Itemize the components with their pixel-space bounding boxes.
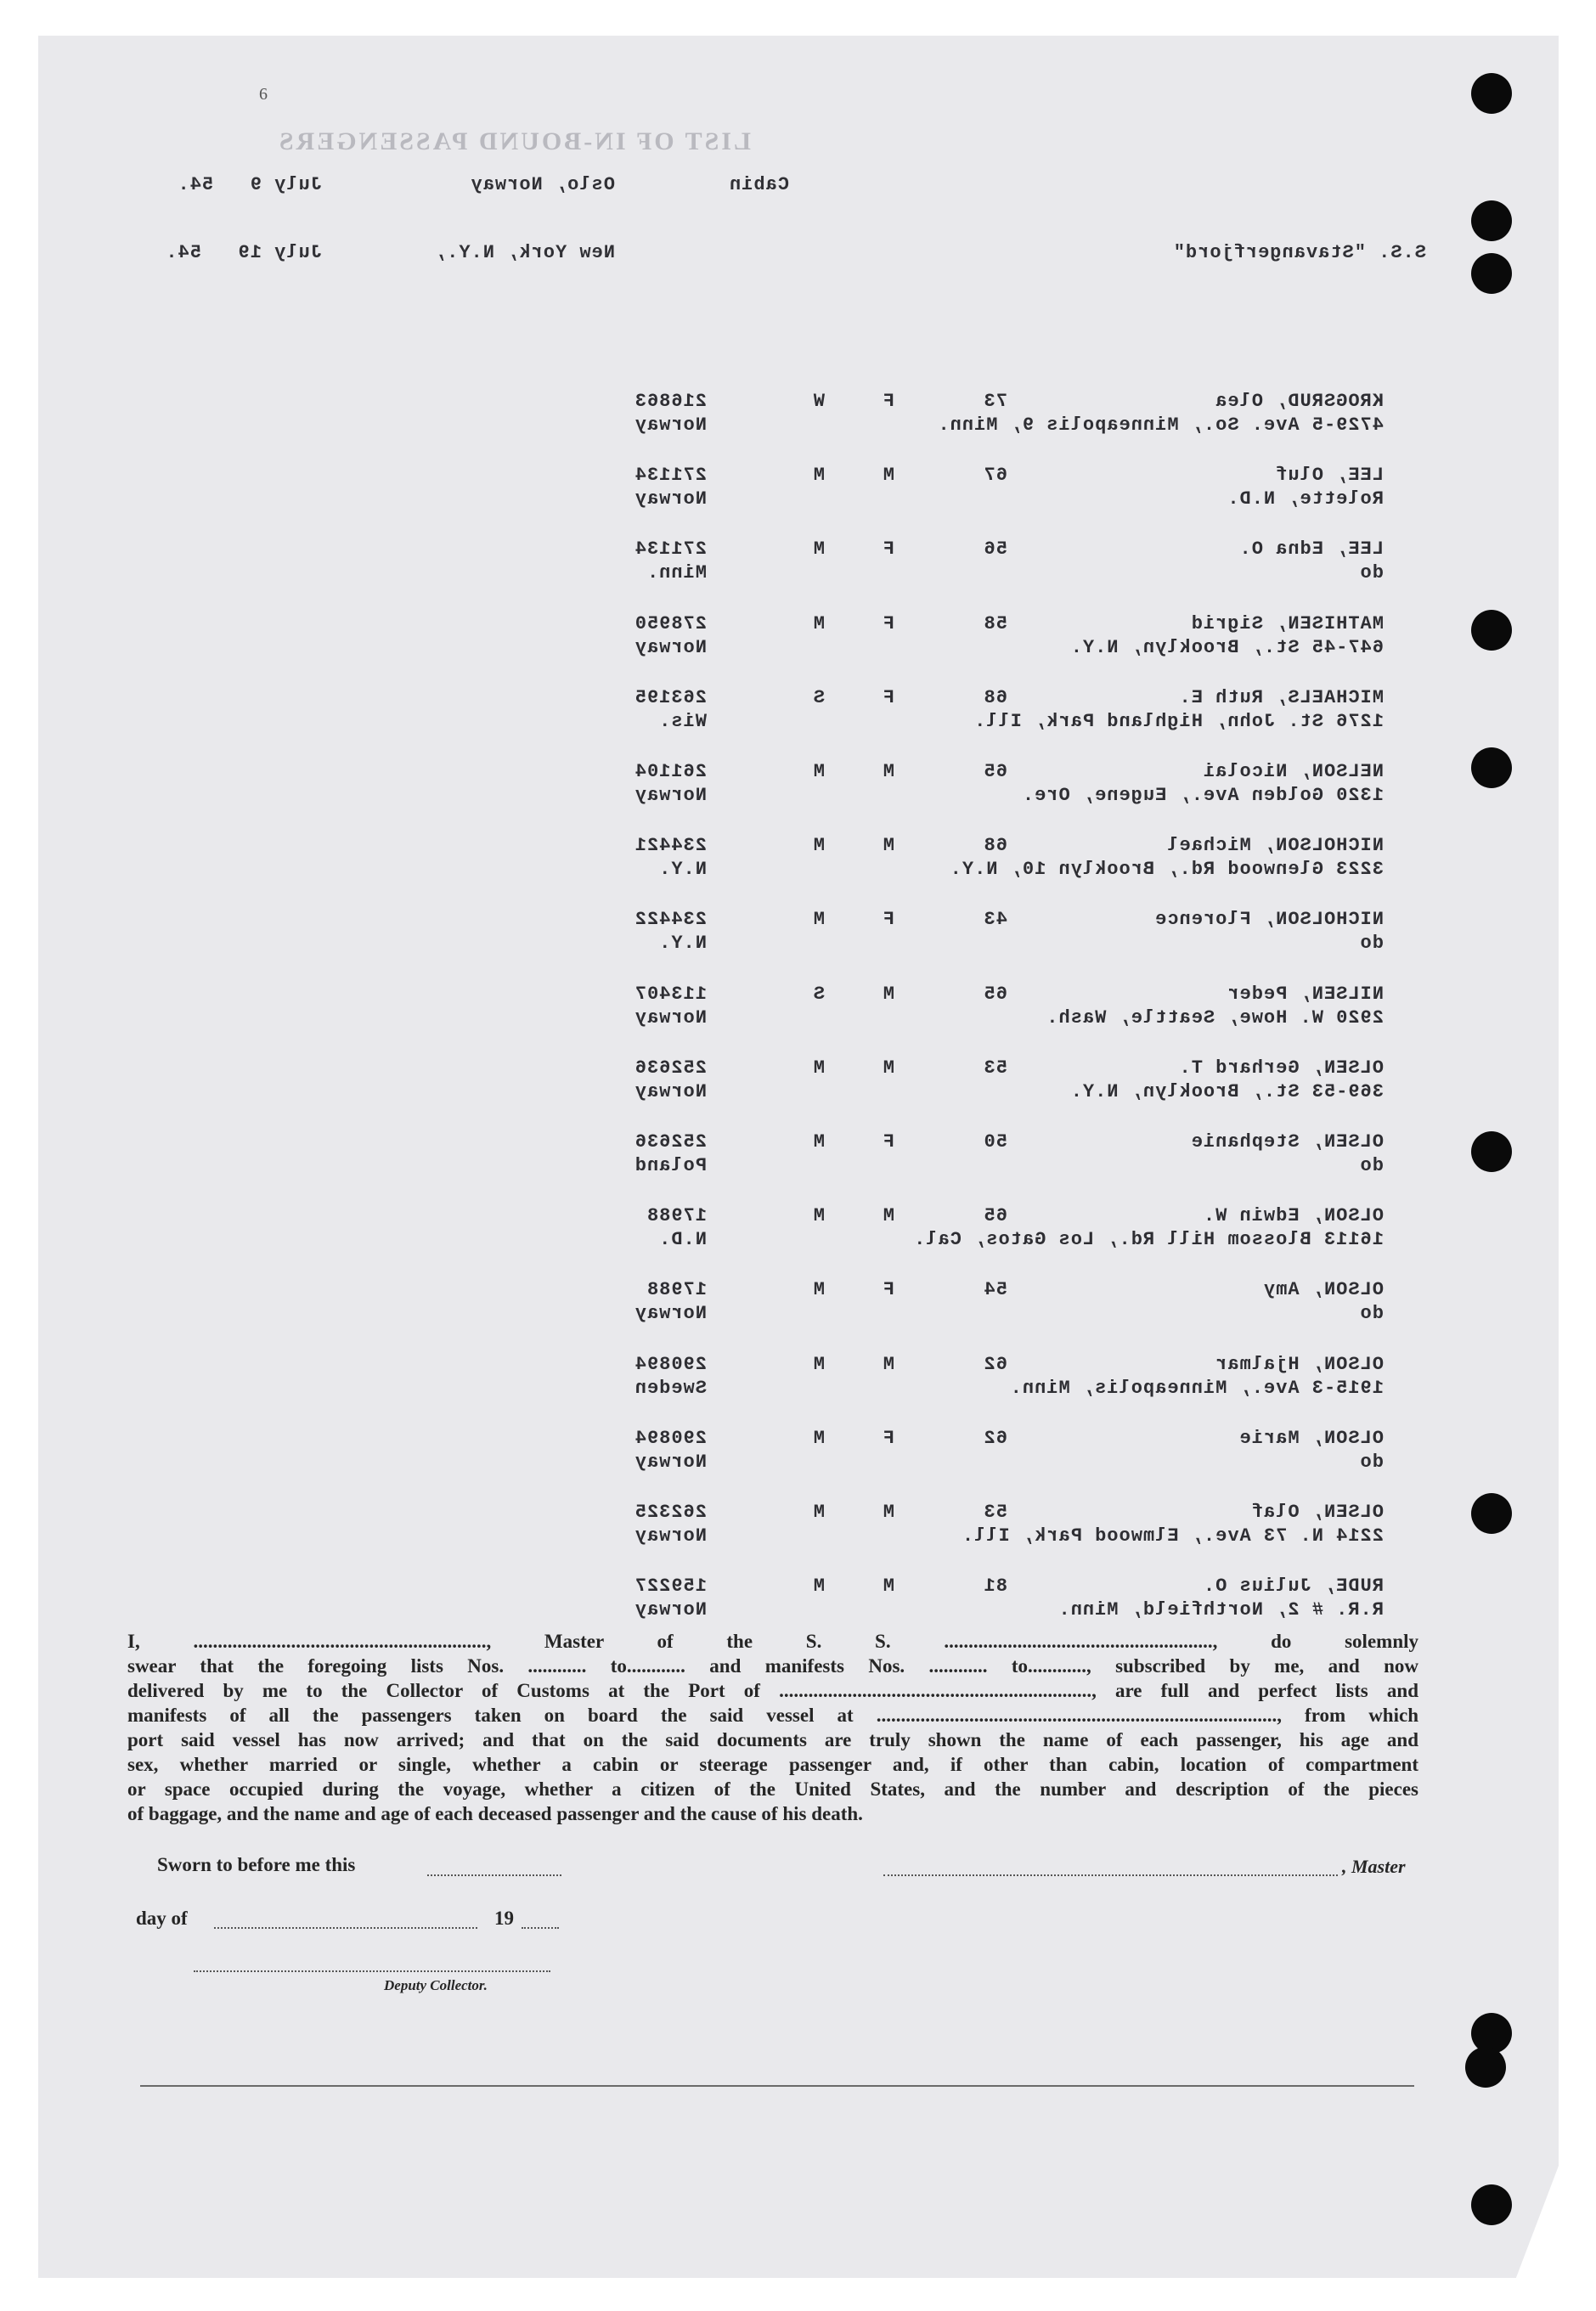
passenger-number: 271134 xyxy=(634,538,707,561)
passenger-age: 54 xyxy=(983,1279,1007,1301)
passenger-age: 65 xyxy=(983,1205,1007,1227)
passenger-number: 263195 xyxy=(634,686,707,708)
passenger-sex: M xyxy=(882,835,894,857)
year-label: 19 xyxy=(494,1908,514,1929)
passenger-name: OLSEN, Gerhard T. xyxy=(1178,1057,1384,1079)
page-number: 6 xyxy=(259,85,268,104)
header-date-arrival: July 19 54. xyxy=(165,242,322,263)
passenger-number: 290894 xyxy=(634,1427,707,1449)
passenger-country: Norway xyxy=(634,414,707,436)
passenger-number: 278950 xyxy=(634,612,707,634)
passenger-sex: F xyxy=(882,1131,894,1153)
passenger-country: Wis. xyxy=(658,710,707,732)
deputy-collector-label: Deputy Collector. xyxy=(384,1977,488,1993)
passenger-sex: M xyxy=(882,1353,894,1375)
passenger-country: Norway xyxy=(634,1525,707,1547)
year-line xyxy=(522,1927,559,1929)
passenger-country: Norway xyxy=(634,1080,707,1102)
passenger-sex: M xyxy=(882,465,894,487)
passenger-status: M xyxy=(812,1205,825,1227)
passenger-age: 65 xyxy=(983,983,1007,1005)
oath-line: of baggage, and the name and age of each deceased passenger and the cause of his death. xyxy=(127,1803,863,1824)
master-label: , Master xyxy=(1342,1856,1406,1877)
passenger-age: 81 xyxy=(983,1575,1007,1598)
passenger-age: 62 xyxy=(983,1427,1007,1449)
passenger-status: M xyxy=(812,465,825,487)
passenger-sex: F xyxy=(882,686,894,708)
passenger-age: 50 xyxy=(983,1131,1007,1153)
day-of-line xyxy=(214,1927,477,1929)
sworn-date-line xyxy=(427,1874,561,1876)
passenger-number: 216863 xyxy=(634,391,707,412)
passenger-sex: F xyxy=(882,1427,894,1449)
day-of-label: day of xyxy=(136,1908,188,1929)
passenger-name: KROGSRUD, Olea xyxy=(1215,391,1384,412)
passenger-address: 1276 St. John, Highland Park, Ill. xyxy=(973,710,1384,732)
passenger-address: 16113 Blossom Hill Rd., Los Gatos, Cal. xyxy=(913,1229,1384,1251)
passenger-country: N.Y. xyxy=(658,933,707,955)
passenger-status: S xyxy=(812,983,825,1005)
passenger-status: M xyxy=(812,1353,825,1375)
oath-statement xyxy=(127,1629,1418,1826)
passenger-address: 4729-5 Ave. So., Minneapolis 9, Minn. xyxy=(937,414,1384,436)
passenger-status: M xyxy=(812,909,825,931)
passenger-status: W xyxy=(812,391,825,412)
passenger-address: do xyxy=(1359,562,1384,584)
header-port-from: Oslo, Norway xyxy=(470,174,615,195)
passenger-age: 67 xyxy=(983,465,1007,487)
bottom-rule xyxy=(140,2085,1414,2087)
passenger-name: RUDE, Julius O. xyxy=(1202,1575,1384,1598)
passenger-number: 261104 xyxy=(634,761,707,782)
passenger-country: N.Y. xyxy=(658,859,707,881)
passenger-country: Poland xyxy=(634,1155,707,1176)
header-port-arrival: New York, N.Y., xyxy=(433,242,615,263)
passenger-address: 1915-3 Ave., Minneapolis, Minn. xyxy=(1009,1377,1384,1399)
passenger-number: 17988 xyxy=(646,1279,707,1301)
faint-heading: LIST OF IN-BOUND PASSENGERS xyxy=(276,127,751,155)
punch-hole xyxy=(1471,1131,1512,1172)
passenger-sex: F xyxy=(882,1279,894,1301)
passenger-age: 58 xyxy=(983,612,1007,634)
punch-hole xyxy=(1471,610,1512,651)
passenger-age: 53 xyxy=(983,1502,1007,1523)
passenger-name: NICHOLSON, Michael xyxy=(1166,835,1384,857)
punch-hole xyxy=(1471,2184,1512,2225)
punch-hole xyxy=(1471,253,1512,294)
passenger-age: 43 xyxy=(983,909,1007,931)
passenger-status: M xyxy=(812,1427,825,1449)
passenger-number: 252636 xyxy=(634,1057,707,1079)
passenger-country: Norway xyxy=(634,1006,707,1029)
oath-line: port said vessel has now arrived; and that on the said documents are truly shown the name of each passenger, his age and xyxy=(127,1729,1418,1750)
passenger-status: M xyxy=(812,761,825,782)
passenger-country: Norway xyxy=(634,488,707,510)
passenger-number: 252636 xyxy=(634,1131,707,1153)
passenger-name: OLSON, Hjalmar xyxy=(1215,1353,1384,1375)
passenger-address: 369-53 St., Brooklyn, N.Y. xyxy=(1069,1080,1384,1102)
passenger-status: M xyxy=(812,538,825,561)
passenger-address: 647-45 St., Brooklyn, N.Y. xyxy=(1069,636,1384,658)
passenger-country: Norway xyxy=(634,1451,707,1473)
passenger-country: Norway xyxy=(634,636,707,658)
passenger-name: OLSEN, Stephanie xyxy=(1190,1131,1384,1153)
passenger-address: 1320 Golden Ave., Eugene, Ore. xyxy=(1021,785,1384,806)
passenger-address: do xyxy=(1359,1451,1384,1473)
passenger-status: M xyxy=(812,612,825,634)
passenger-age: 68 xyxy=(983,686,1007,708)
passenger-name: MICHAELS, Ruth E. xyxy=(1178,686,1384,708)
passenger-number: 290894 xyxy=(634,1353,707,1375)
passenger-sex: F xyxy=(882,909,894,931)
header-date-from: July 9 54. xyxy=(177,174,322,195)
header-class: Cabin xyxy=(728,174,789,195)
passenger-sex: M xyxy=(882,761,894,782)
passenger-country: Minn. xyxy=(646,562,707,584)
passenger-sex: F xyxy=(882,612,894,634)
master-signature-line xyxy=(883,1874,1338,1876)
passenger-status: S xyxy=(812,686,825,708)
passenger-sex: M xyxy=(882,1502,894,1523)
passenger-number: 159227 xyxy=(634,1575,707,1598)
passenger-status: M xyxy=(812,1279,825,1301)
punch-hole xyxy=(1465,2047,1506,2088)
punch-hole xyxy=(1471,1493,1512,1534)
passenger-name: NILSEN, Peder xyxy=(1227,983,1384,1005)
passenger-country: Norway xyxy=(634,785,707,806)
passenger-country: Sweden xyxy=(634,1377,707,1399)
passenger-address: 2214 N. 73 Ave., Elmwood Park, Ill. xyxy=(961,1525,1384,1547)
oath-line: or space occupied during the voyage, whether a citizen of the United States, and the number and description of the pieces xyxy=(127,1778,1418,1800)
passenger-age: 68 xyxy=(983,835,1007,857)
passenger-name: LEE, Oluf xyxy=(1275,465,1384,487)
oath-line: manifests of all the passengers taken on board the said vessel at .................................................................................., from which xyxy=(127,1705,1418,1726)
header-ship: S.S. "Stavangerfjord" xyxy=(1172,242,1426,263)
passenger-country: Norway xyxy=(634,1303,707,1325)
passenger-name: MATHISEN, Sigrid xyxy=(1190,612,1384,634)
oath-line: swear that the foregoing lists Nos. ............ to............ and manifests Nos. ............ to............, subscribed by me, and now xyxy=(127,1655,1418,1677)
passenger-name: LEE, Edna O. xyxy=(1238,538,1384,561)
punch-hole xyxy=(1471,747,1512,788)
passenger-name: OLSON, Amy xyxy=(1262,1279,1384,1301)
passenger-status: M xyxy=(812,835,825,857)
punch-hole xyxy=(1471,200,1512,241)
passenger-number: 113407 xyxy=(634,983,707,1005)
passenger-name: NELSON, Nicolai xyxy=(1202,761,1384,782)
passenger-address: 2920 W. Howe, Seattle, Wash. xyxy=(1046,1006,1384,1029)
passenger-country: N.D. xyxy=(658,1229,707,1251)
passenger-address: do xyxy=(1359,933,1384,955)
document-page xyxy=(38,36,1559,2278)
passenger-name: OLSON, Marie xyxy=(1238,1427,1384,1449)
passenger-sex: M xyxy=(882,1205,894,1227)
passenger-age: 53 xyxy=(983,1057,1007,1079)
oath-line: delivered by me to the Collector of Customs at the Port of ................................................................, are full and perfect lists and xyxy=(127,1680,1418,1701)
passenger-status: M xyxy=(812,1131,825,1153)
punch-hole xyxy=(1471,73,1512,114)
sworn-label: Sworn to before me this xyxy=(157,1854,356,1875)
oath-line: I, ............................................................, Master of the S. S. ......................................................., do solemnly xyxy=(127,1631,1418,1652)
oath-line: sex, whether married or single, whether a cabin or steerage passenger and, if other than cabin, location of compartment xyxy=(127,1754,1418,1775)
passenger-name: NICHOLSON, Florence xyxy=(1154,909,1384,931)
passenger-address: Rolette, N.D. xyxy=(1227,488,1384,510)
passenger-age: 62 xyxy=(983,1353,1007,1375)
passenger-status: M xyxy=(812,1502,825,1523)
passenger-address: do xyxy=(1359,1155,1384,1176)
passenger-address: R.R. # 2, Northfield, Minn. xyxy=(1057,1599,1384,1621)
passenger-sex: M xyxy=(882,1575,894,1598)
passenger-number: 17988 xyxy=(646,1205,707,1227)
passenger-number: 234422 xyxy=(634,909,707,931)
deputy-signature-line xyxy=(194,1970,550,1972)
passenger-country: Norway xyxy=(634,1599,707,1621)
passenger-sex: F xyxy=(882,391,894,412)
passenger-name: OLSEN, Olaf xyxy=(1250,1502,1384,1523)
passenger-number: 271134 xyxy=(634,465,707,487)
passenger-name: OLSON, Edwin W. xyxy=(1202,1205,1384,1227)
passenger-age: 65 xyxy=(983,761,1007,782)
passenger-sex: M xyxy=(882,1057,894,1079)
passenger-sex: F xyxy=(882,538,894,561)
passenger-status: M xyxy=(812,1057,825,1079)
passenger-address: do xyxy=(1359,1303,1384,1325)
passenger-age: 73 xyxy=(983,391,1007,412)
passenger-age: 56 xyxy=(983,538,1007,561)
passenger-number: 234421 xyxy=(634,835,707,857)
passenger-sex: M xyxy=(882,983,894,1005)
passenger-address: 3223 Glenwood Rd., Brooklyn 10, N.Y. xyxy=(949,859,1384,881)
passenger-status: M xyxy=(812,1575,825,1598)
passenger-number: 262325 xyxy=(634,1502,707,1523)
